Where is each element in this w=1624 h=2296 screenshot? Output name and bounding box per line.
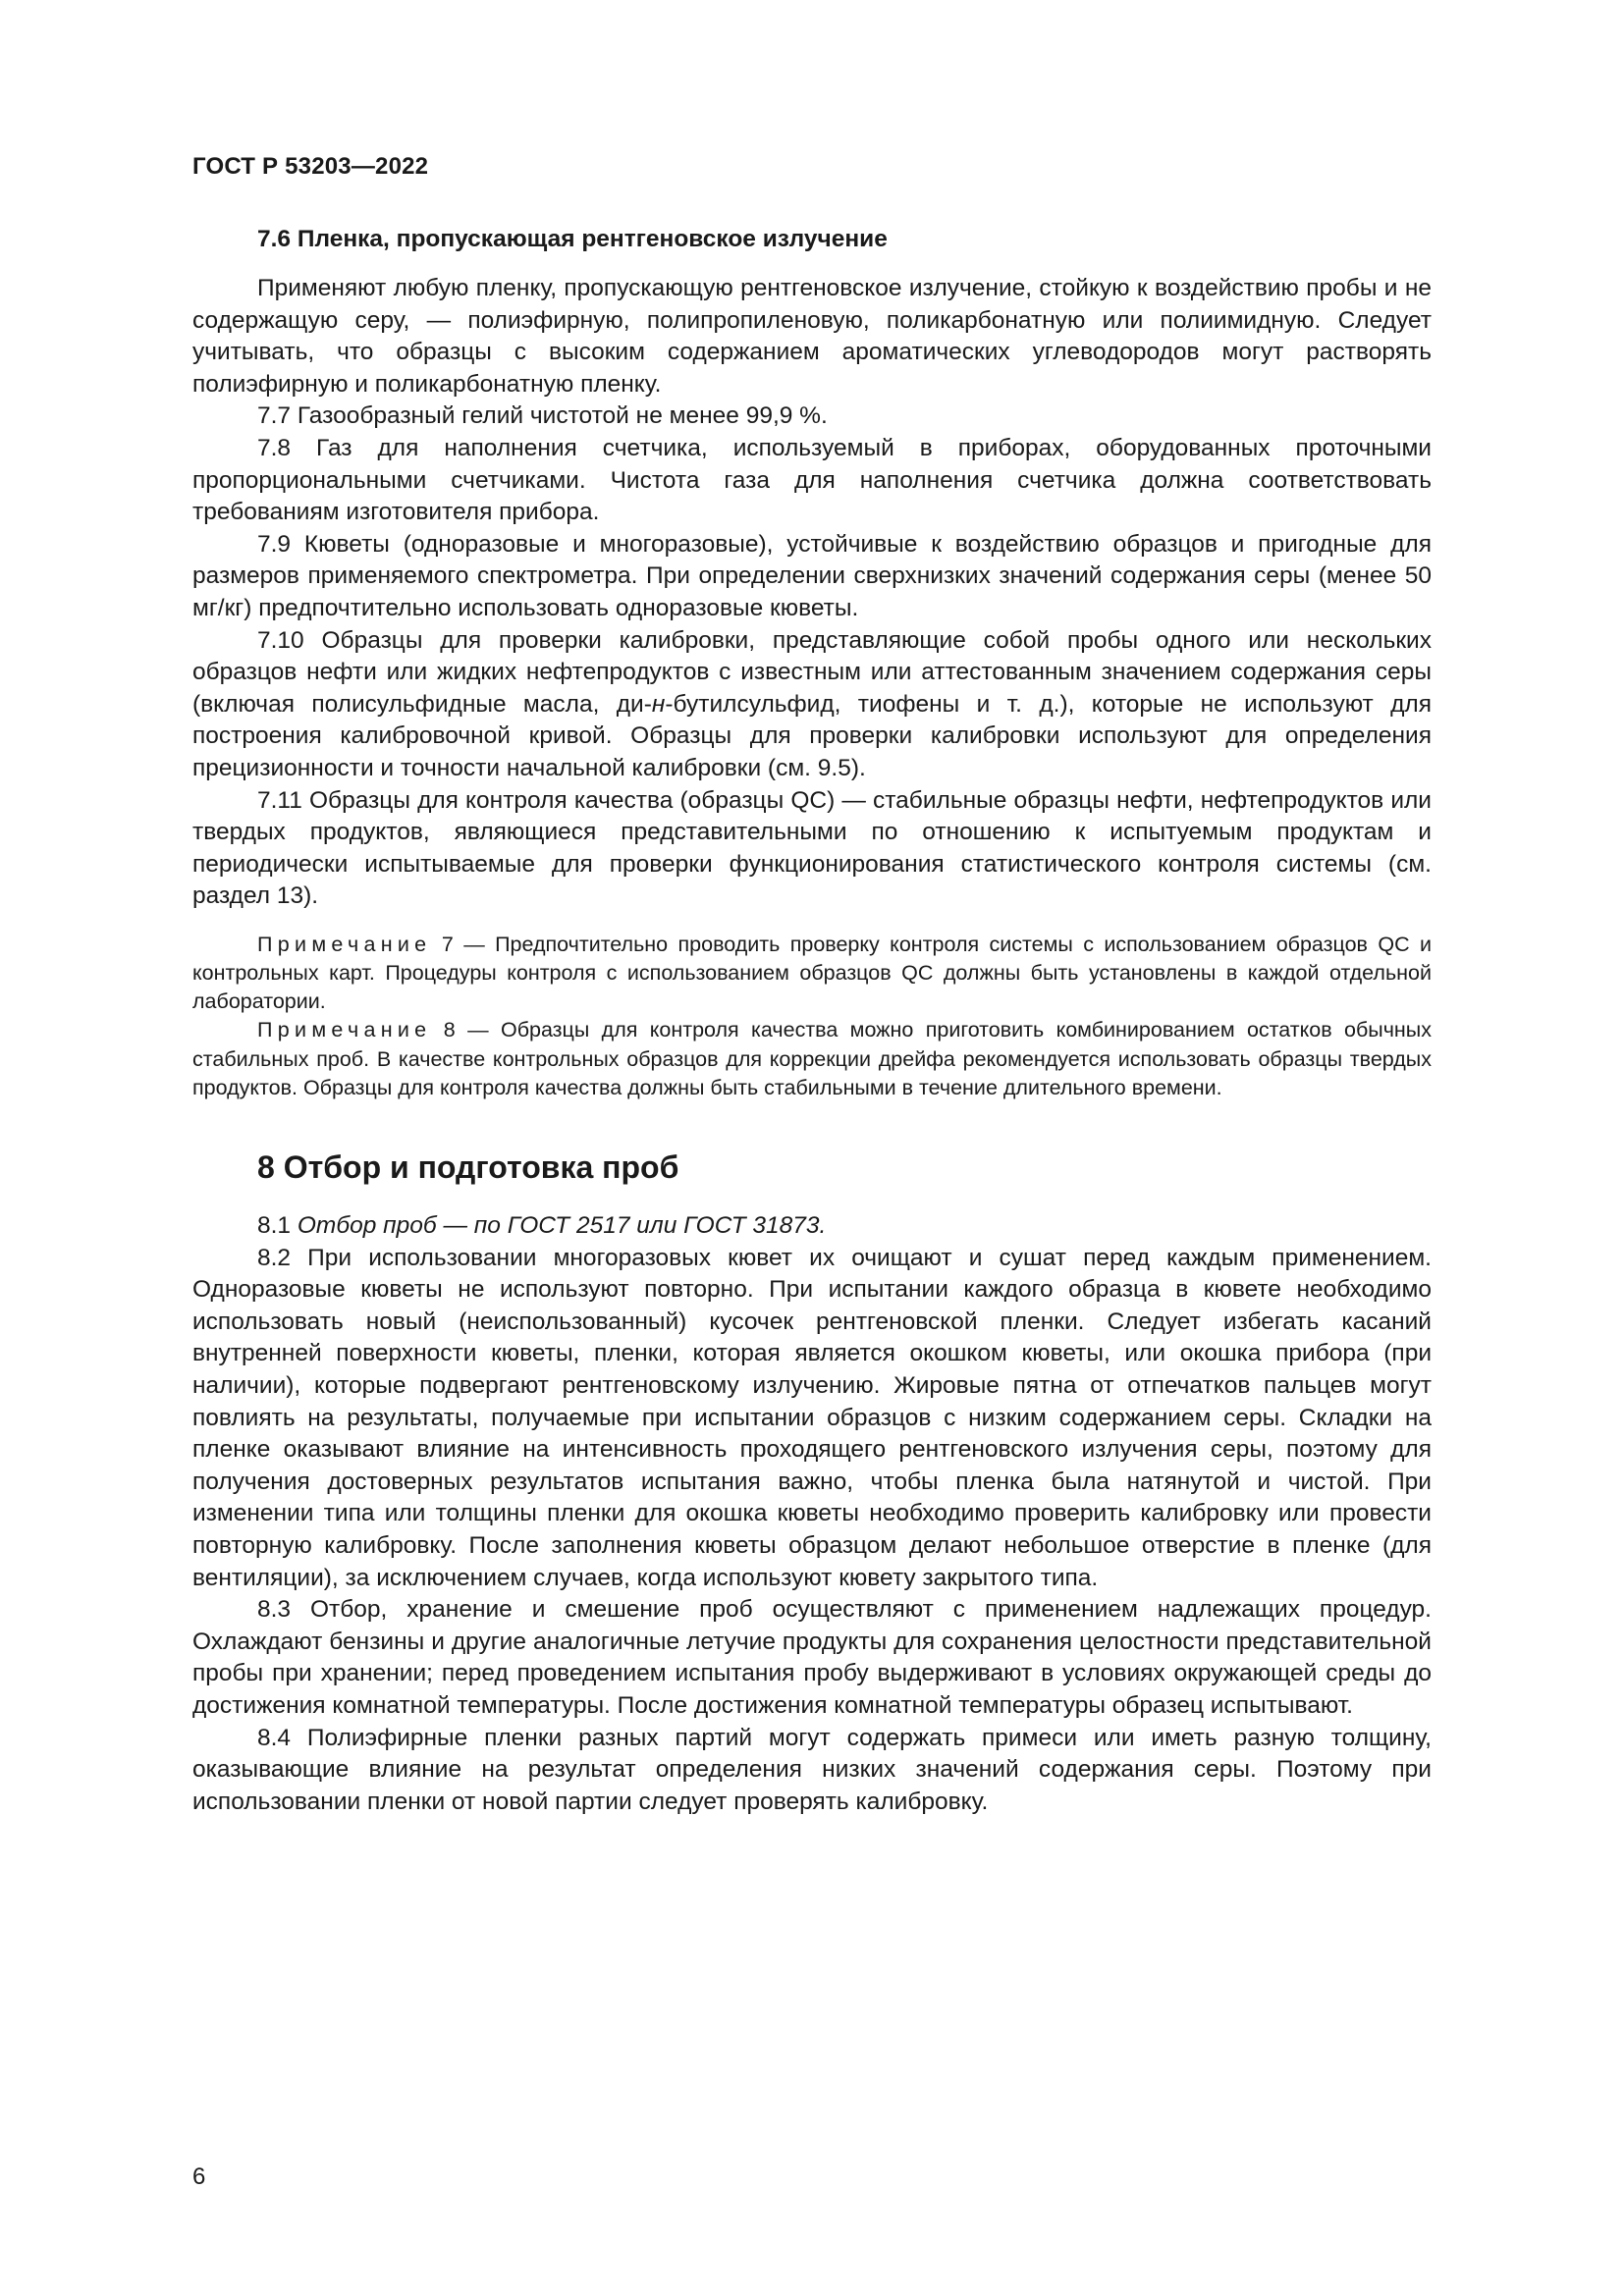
paragraph-8-3: 8.3 Отбор, хранение и смешение проб осуществляют с применением надлежащих процедур. Охлаждают бензины и другие аналогичные летучие продукты для сохранения целостности представительной пробы при хранении; перед проведением испытания пробу выдерживают в условиях окружающей среды до достижения комнатной температуры. После достижения комнатной температуры образец испытывают. (192, 1596, 1432, 1719)
page-content (192, 224, 1432, 1818)
paragraph-7-10-part-a: 7.10 Образцы для проверки калибровки, представляющие собой пробы одного или нескольких образцов нефти или жидких нефтепродуктов с известным или аттестованным значением содержания серы (включая полисульфидные масла, ди- (192, 626, 1432, 718)
paragraph-7-7: 7.7 Газообразный гелий чистотой не менее 99,9 %. (257, 402, 828, 430)
note-7 (192, 931, 1432, 1017)
paragraph-7-10-part-b: -бутилсульфид, тиофены и т. д.), которые не используют для построения калибровочной кривой. Образцы для проверки калибровки используют для определения прецизионности и точности начальной калибровки (см. 9.5). (192, 690, 1432, 781)
document-header-id: ГОСТ Р 53203—2022 (192, 153, 429, 180)
paragraph-8-1 (192, 1210, 1432, 1243)
section-heading-8: 8 Отбор и подготовка проб (257, 1149, 679, 1186)
note-7-text: 7 — Предпочтительно проводить проверку контроля системы с использованием образцов QC и контрольных карт. Процедуры контроля с использованием образцов QC должны быть установлены в каждой отдельной лаборатории. (192, 932, 1432, 1014)
note-8 (192, 1016, 1432, 1102)
paragraph-7-10 (192, 625, 1432, 785)
notes-block (192, 931, 1432, 1102)
paragraph-7-11: 7.11 Образцы для контроля качества (образцы QC) — стабильные образцы нефти, нефтепродуктов или твердых продуктов, являющиеся представительными по отношению к испытуемым продуктам и периодически испытываемые для проверки функционирования статистического контроля системы (см. раздел 13). (192, 786, 1432, 910)
note-7-label: Примечание (257, 932, 432, 956)
paragraph-8-2: 8.2 При использовании многоразовых кювет их очищают и сушат перед каждым применением. Одноразовые кюветы не используют повторно. При испытании каждого образца в кювете необходимо использовать новый (неиспользованный) кусочек рентгеновской пленки. Следует избегать касаний внутренней поверхности кюветы, пленки, которая является окошком кюветы, или окошка прибора (при наличии), которые подвергают рентгеновскому излучению. Жировые пятна от отпечатков пальцев могут повлиять на результаты, получаемые при испытании образцов с низким содержанием серы. Складки на пленке оказывают влияние на интенсивность проходящего рентгеновского излучения серы, поэтому для получения достоверных результатов испытания важно, чтобы пленка была натянутой и чистой. При изменении типа или толщины пленки для окошка кюветы необходимо проверить калибровку или провести повторную калибровку. После заполнения кюветы образцом делают небольшое отверстие в пленке (для вентиляции), за исключением случаев, когда используют кювету закрытого типа. (192, 1244, 1432, 1591)
paragraph-7-6: Применяют любую пленку, пропускающую рентгеновское излучение, стойкую к воздействию пробы и не содержащую серу, — полиэфирную, полипропиленовую, поликарбонатную или полиимидную. Следует учитывать, что образцы с высоким содержанием ароматических углеводородов могут растворять полиэфирную и поликарбонатную пленку. (192, 275, 1432, 398)
note-8-text: 8 — Образцы для контроля качества можно приготовить комбинированием остатков обычных стабильных проб. В качестве контрольных образцов для коррекции дрейфа рекомендуется использовать образцы твердых продуктов. Образцы для контроля качества должны быть стабильными в течение длительного времени. (192, 1018, 1432, 1099)
page-number: 6 (192, 2163, 206, 2190)
paragraph-8-1-number: 8.1 (257, 1212, 298, 1240)
paragraph-7-8: 7.8 Газ для наполнения счетчика, используемый в приборах, оборудованных проточными пропорциональными счетчиками. Чистота газа для наполнения счетчика должна соответствовать требованиям изготовителя прибора. (192, 434, 1432, 526)
paragraph-7-9: 7.9 Кюветы (одноразовые и многоразовые), устойчивые к воздействию образцов и пригодные для размеров применяемого спектрометра. При определении сверхнизких значений содержания серы (менее 50 мг/кг) предпочтительно использовать одноразовые кюветы. (192, 530, 1432, 621)
paragraph-8-1-italic: Отбор проб — по ГОСТ 2517 или ГОСТ 31873. (297, 1212, 827, 1240)
paragraph-7-10-italic: н (651, 690, 666, 718)
note-8-label: Примечание (257, 1018, 432, 1042)
subsection-heading-7-6: 7.6 Пленка, пропускающая рентгеновское излучение (257, 226, 888, 252)
paragraph-8-4: 8.4 Полиэфирные пленки разных партий могут содержать примеси или иметь разную толщину, оказывающие влияние на результат определения низких значений содержания серы. Поэтому при использовании пленки от новой партии следует проверять калибровку. (192, 1724, 1432, 1815)
